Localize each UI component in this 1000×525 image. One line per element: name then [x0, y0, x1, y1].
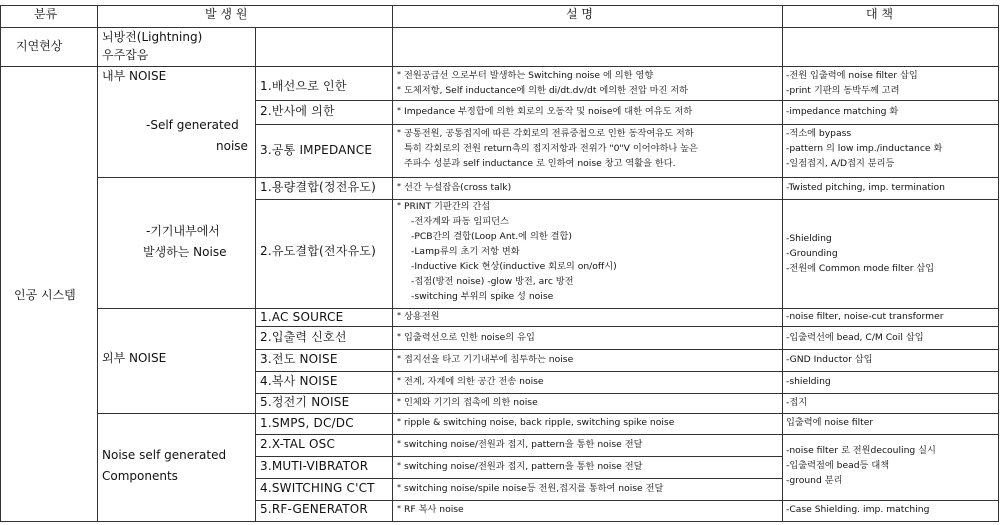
external-item-measure: -noise filter, noise-cut transformer: [786, 311, 944, 322]
internal-item-label: 1.배선으로 인한: [260, 79, 347, 93]
category-artificial: 인공 시스템: [14, 288, 76, 302]
header-countermeasure: 대 책: [866, 7, 893, 21]
internal-item-desc: * 전원공급선 으로부터 발생하는 Switching noise 에 의한 영향: [397, 71, 653, 82]
external-item-desc: * 접지선을 타고 기기내부에 침투하는 noise: [397, 355, 573, 366]
device-item-desc: -switching 부위의 spike 성 noise: [411, 291, 554, 302]
device-item-measure: -Shielding: [786, 233, 832, 244]
natural-source-cosmic: 우주잡음: [102, 48, 149, 62]
component-group-measure: -입출력점에 bead등 대책: [786, 460, 890, 471]
component-item-desc: * switching noise/spile noise등 전원,접지를 통하여 noise 전달: [397, 484, 663, 495]
internal-item-desc: 주파수 성분과 self inductance 로 인하여 noise 창고 역활을 한다.: [404, 158, 676, 169]
internal-noise-subtitle-2: noise: [216, 139, 248, 153]
component-item-desc: * RF 복사 noise: [397, 505, 464, 516]
device-item-desc: -PCB간의 결합(Loop Ant.에 의한 결합): [411, 231, 572, 242]
external-item-label: 1.AC SOURCE: [260, 310, 344, 324]
component-item-desc: * switching noise/전원과 접지, pattern을 통한 noise 전달: [397, 462, 642, 473]
internal-noise-subtitle-1: -Self generated: [146, 118, 239, 132]
internal-item-measure: -적소에 bypass: [786, 128, 852, 139]
component-item-desc: * ripple & switching noise, back ripple, switching spike noise: [397, 418, 674, 429]
external-item-desc: * 인체와 기기의 접촉에 의한 noise: [397, 398, 538, 409]
device-item-desc: -접점(방전 noise) -glow 방전, arc 방전: [411, 276, 574, 287]
component-group-measure: -noise filter 로 전원decouling 실시: [786, 445, 936, 456]
internal-item-measure: -전원 입출력에 noise filter 삽입: [786, 70, 918, 81]
internal-item-label: 2.반사에 의한: [260, 104, 335, 118]
internal-item-measure: -impedance matching 화: [786, 106, 899, 117]
device-noise-title-1: -기기내부에서: [146, 224, 220, 238]
internal-item-measure: -print 기판의 동박두께 고려: [786, 85, 900, 96]
external-item-measure: -shielding: [786, 376, 831, 387]
external-item-label: 2.입출력 신호선: [260, 330, 347, 344]
internal-item-desc: * Impedance 부정합에 의한 회로의 오동작 및 noise에 대한 여유도 저하: [397, 107, 692, 118]
external-noise-title: 외부 NOISE: [102, 351, 167, 365]
component-group-measure: -ground 분리: [786, 475, 843, 486]
component-item-label: 1.SMPS, DC/DC: [260, 416, 354, 430]
internal-item-desc: * 도체저항, Self inductance에 의한 di/dt.dv/dt 에의한 전압 마진 저하: [397, 86, 688, 97]
external-item-label: 5.정전기 NOISE: [260, 395, 350, 409]
device-item-measure: -Grounding: [786, 248, 838, 259]
device-item-desc: -Inductive Kick 현상(inductive 회로의 on/off시): [411, 261, 617, 272]
component-item-label: 5.RF-GENERATOR: [260, 502, 368, 516]
component-item-measure: 입출력에 noise filter: [786, 417, 874, 428]
device-item-measure: -Twisted pitching, imp. termination: [786, 182, 945, 193]
component-item-label: 4.SWITCHING C'CT: [260, 481, 375, 495]
header-category: 분류: [34, 7, 58, 21]
external-item-measure: -GND Inductor 삽입: [786, 354, 873, 365]
external-item-measure: -입출력선에 bead, C/M Coil 삽입: [786, 332, 924, 343]
internal-noise-title: 내부 NOISE: [102, 69, 167, 83]
external-item-desc: * 상용전원: [397, 312, 440, 323]
device-noise-title-2: 발생하는 Noise: [143, 245, 227, 259]
components-title-2: Components: [102, 469, 178, 483]
natural-source-lightning: 뇌방전(Lightning): [102, 30, 203, 44]
internal-item-desc: 특히 각회로의 전원 return측의 접지저항과 전위가 "0"V 이어야하나 높은: [404, 143, 698, 154]
component-item-label: 3.MUTI-VIBRATOR: [260, 459, 369, 473]
external-item-desc: * 입출력선으로 인한 noise의 유입: [397, 333, 535, 344]
device-item-measure: -전원에 Common mode filter 삽입: [786, 263, 935, 274]
external-item-measure: -접지: [786, 397, 808, 408]
component-item-measure: -Case Shielding. imp. matching: [786, 504, 930, 515]
internal-item-desc: * 공통전원, 공통접지에 따른 각회로의 전류중첩으로 인한 동작여유도 저하: [397, 129, 694, 140]
component-item-desc: * switching noise/전원과 접지, pattern을 통한 noise 전달: [397, 440, 642, 451]
internal-item-measure: -pattern 의 low imp./inductance 화: [786, 143, 943, 154]
category-natural: 지연현상: [16, 39, 63, 53]
device-item-label: 2.유도결합(전자유도): [260, 244, 376, 258]
external-item-label: 4.복사 NOISE: [260, 374, 338, 388]
external-item-desc: * 전계, 자계에 의한 공간 전송 noise: [397, 377, 544, 388]
device-item-desc: * 선간 누설잡음(cross talk): [397, 183, 511, 194]
external-item-label: 3.전도 NOISE: [260, 352, 338, 366]
component-item-label: 2.X-TAL OSC: [260, 437, 336, 451]
device-item-label: 1.용량결합(정전유도): [260, 180, 376, 194]
internal-item-label: 3.공통 IMPEDANCE: [260, 143, 373, 157]
header-description: 설 명: [566, 7, 593, 21]
header-source: 발 생 원: [205, 7, 248, 21]
device-item-desc: -전자계와 파동 임피던스: [411, 216, 509, 227]
components-title-1: Noise self generated: [102, 448, 227, 462]
device-item-desc: * PRINT 기판간의 간섭: [397, 202, 490, 213]
device-item-desc: -Lamp류의 초기 저항 변화: [411, 246, 520, 257]
internal-item-measure: -일점접지, A/D접지 분리등: [786, 158, 895, 169]
